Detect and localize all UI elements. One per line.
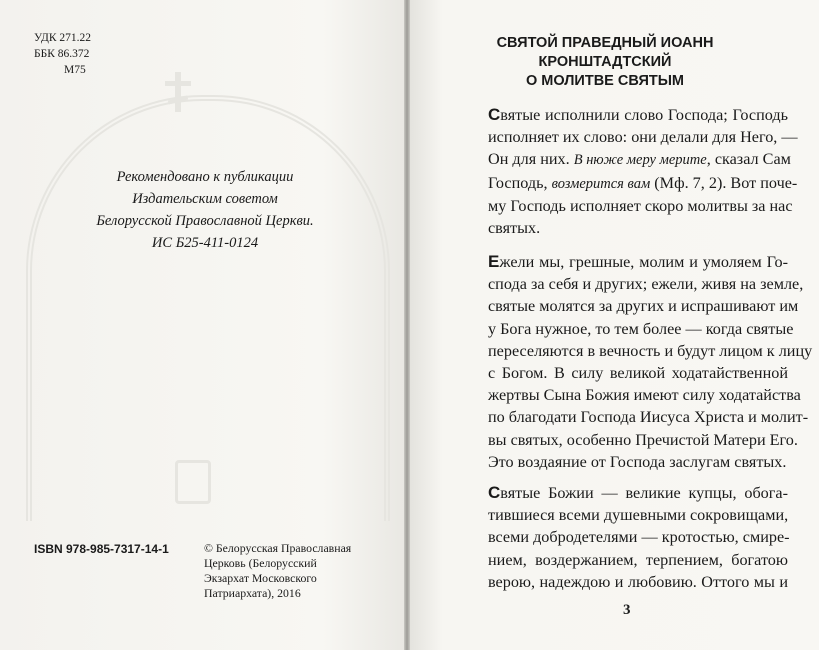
scripture-quote: возмерится вам (551, 175, 651, 192)
text-line: верою, надеждою и любовию. Оттого мы и (488, 572, 788, 591)
text-line: Господь, (488, 173, 548, 192)
text-line: всеми добродетелями — кротостью, смире- (488, 528, 790, 547)
publication-recommendation (60, 166, 350, 254)
text-line: переселяются в вечность и будут лицом к лицу (488, 341, 813, 360)
text-line: исполняет их слово: они делали для Него, — (488, 128, 798, 147)
show-through-emblem-icon (175, 460, 211, 504)
text-line: спода за себя и других; ежели, живя на земле, (488, 275, 804, 294)
recommend-line: Издательским советом (132, 191, 278, 207)
text-line: вятые исполнили слово Господа; Господь (500, 106, 788, 124)
copyright-notice (204, 541, 379, 601)
text-line: му Господь исполняет скоро молитвы за нас (488, 196, 793, 215)
copyright-line: Экзархат Московского (204, 571, 317, 585)
drop-letter: С (488, 105, 501, 124)
text-line: по благодати Господа Иисуса Христа и молит- (488, 408, 809, 427)
classification-codes (34, 30, 91, 78)
copyright-line: Патриархата), 2016 (204, 586, 301, 600)
text-line: , сказал Сам (706, 150, 791, 169)
paragraph-1 (488, 104, 798, 239)
text-line: жели мы, грешные, молим и умоляем Го- (499, 253, 788, 271)
bbk-code: ББК 86.372 (34, 48, 90, 60)
text-line: Он для них. (488, 150, 570, 169)
copyright-line: © Белорусская Православная (204, 541, 352, 555)
isbn: ISBN 978-985-7317-14-1 (34, 542, 169, 556)
copyright-line: Церковь (Белорусский (204, 556, 317, 570)
recommend-line: Белорусской Православной Церкви. (96, 213, 314, 229)
recommend-line: ИС Б25-411-0124 (151, 235, 259, 251)
paragraph-3 (488, 482, 788, 593)
udc-code: УДК 271.22 (34, 32, 91, 44)
chapter-title (430, 34, 780, 91)
text-line: тившиеся всеми душевными сокровищами, (488, 506, 789, 525)
text-line: святые молятся за других и испрашивают им (488, 297, 799, 316)
title-line: КРОНШТАДТСКИЙ (538, 54, 672, 70)
text-line: нием, воздержанием, терпением, богатою (488, 550, 788, 569)
text-line: вы святых, особенно Пречистой Матери Его. (488, 430, 798, 449)
text-line: (Мф. 7, 2). Вот поче- (654, 173, 798, 192)
title-line: О МОЛИТВЕ СВЯТЫМ (525, 73, 685, 89)
author-mark: М75 (64, 64, 86, 76)
show-through-arch-frame (26, 95, 390, 521)
text-line: жертвы Сына Божия имеют силу ходатайства (488, 386, 801, 405)
recommend-line: Рекомендовано к публикации (116, 169, 294, 185)
drop-letter: Е (488, 252, 500, 271)
text-line: Это воздаяние от Господа заслугам святых. (488, 452, 787, 471)
text-line: святых. (488, 219, 541, 238)
text-line: вятые Божии — великие купцы, обога- (500, 484, 788, 502)
scripture-quote: В нюже меру мерите (573, 152, 707, 169)
page-number: 3 (623, 602, 631, 618)
paragraph-2 (488, 251, 813, 473)
drop-letter: С (488, 483, 501, 502)
title-line: СВЯТОЙ ПРАВЕДНЫЙ ИОАНН (496, 35, 714, 51)
show-through-cross-icon (175, 72, 181, 112)
text-line: у Бога нужное, то тем более — когда святые (488, 319, 794, 338)
text-line: с Богом. В силу великой ходатайственной (488, 364, 788, 383)
